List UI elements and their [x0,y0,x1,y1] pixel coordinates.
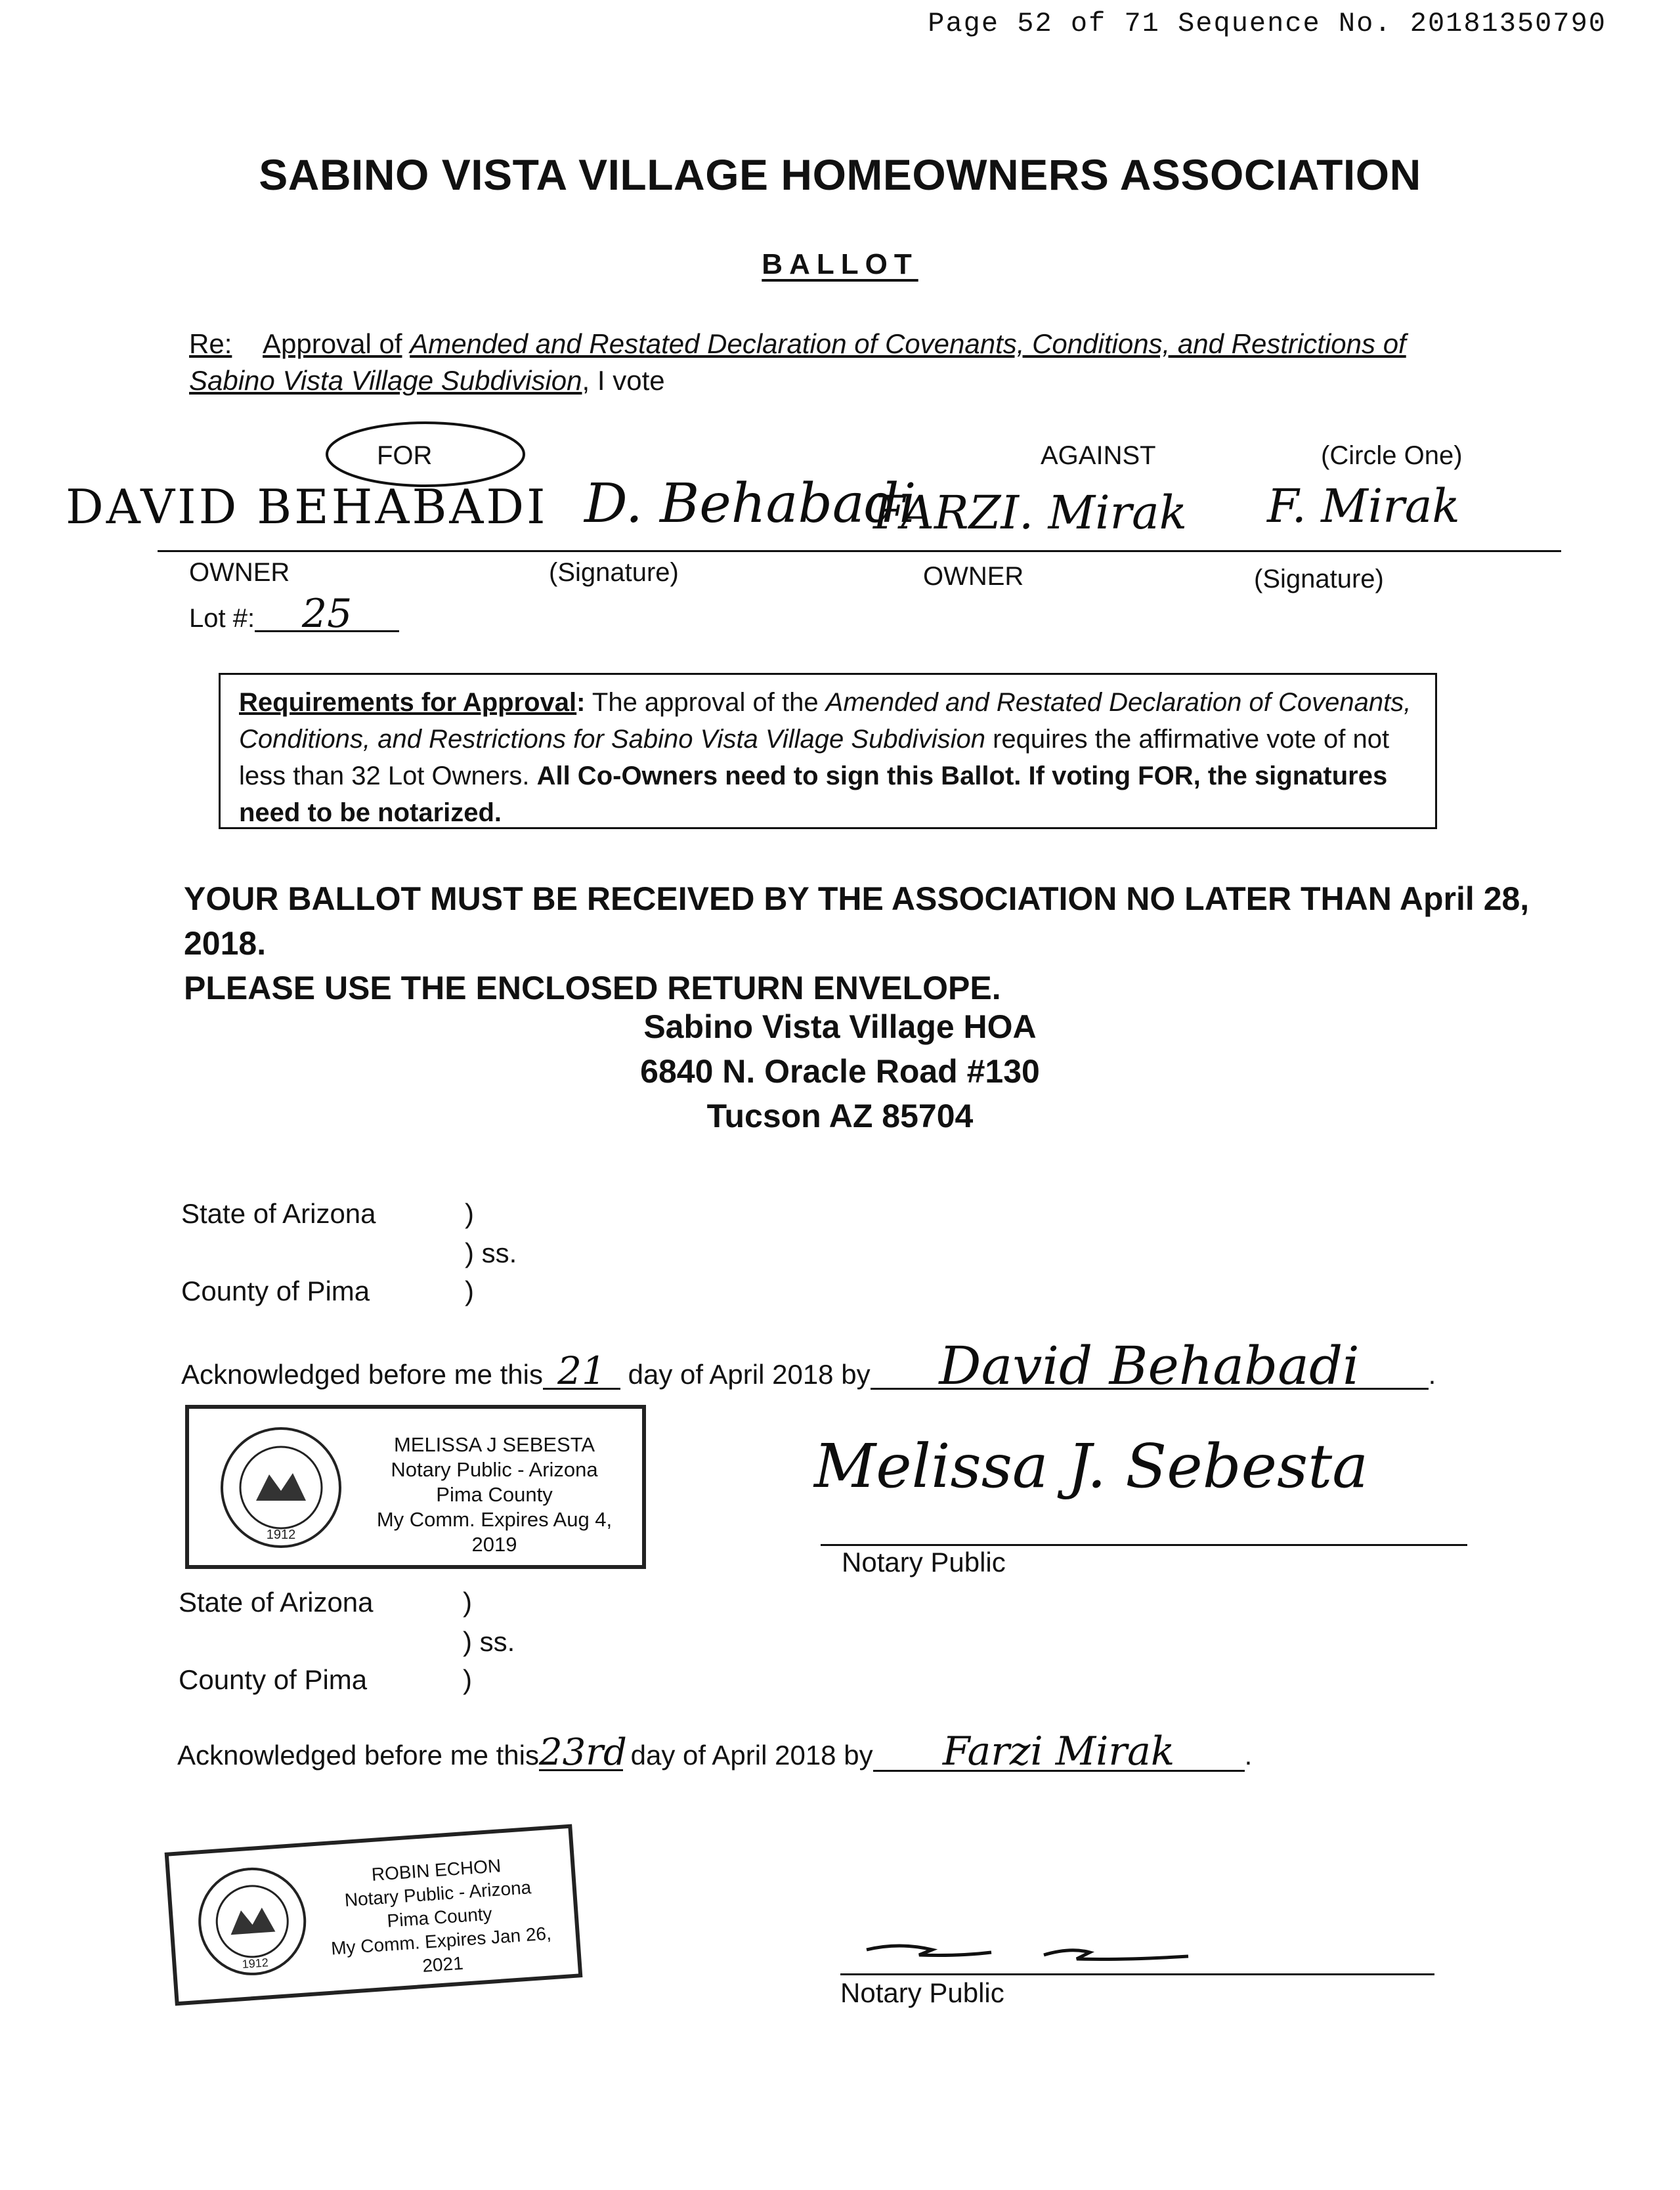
signature-line [158,550,1561,552]
notary1-stamp-expires: My Comm. Expires Aug 4, 2019 [376,1508,613,1556]
re-tail: , I vote [582,365,665,396]
requirements-text-2: requires the affirmative vote of not less than 32 Lot Owners. [239,725,1390,790]
deadline-line-2: PLEASE USE THE ENCLOSED RETURN ENVELOPE. [184,970,1001,1006]
notary2-ack-mid: day of April 2018 by [630,1740,873,1771]
document-title: SABINO VISTA VILLAGE HOMEOWNERS ASSOCIATION [259,150,1421,199]
notary1-stamp [185,1405,646,1569]
arizona-seal-icon [215,1422,347,1553]
deadline-line-1: YOUR BALLOT MUST BE RECEIVED BY THE ASSOCIATION NO LATER THAN April 28, 2018. [184,880,1530,962]
notary1-paren-2: ) [465,1276,474,1306]
notary2-county: County of Pima [179,1664,368,1695]
requirements-box [219,673,1437,829]
notary1-ack-mid: day of April 2018 by [628,1359,871,1390]
notary2-by-value[interactable]: Farzi Mirak [873,1733,1245,1772]
notary1-acknowledgment [181,1335,1436,1396]
notary1-label: Notary Public [842,1547,1006,1578]
ballot-heading: BALLOT [762,248,918,280]
notary1-ack-prefix: Acknowledged before me this [181,1359,543,1390]
requirements-bold-note: All Co-Owners need to sign this Ballot. If voting FOR, the signatures need to be notarized. [239,762,1388,827]
page-sequence-header: Page 52 of 71 Sequence No. 20181350790 [928,8,1606,39]
circle-one-instruction: (Circle One) [1321,441,1463,470]
notary2-stamp [165,1824,583,2006]
re-doc-name: Amended and Restated Declaration of Covenants, Conditions, and Restrictions of [410,328,1406,359]
notary1-stamp-text [353,1432,635,1557]
notary2-stamp-county: Pima County [386,1903,493,1931]
vote-against-option[interactable]: AGAINST [1041,441,1156,470]
notary1-stamp-name: MELISSA J SEBESTA [393,1433,595,1456]
notary1-signature-line [821,1544,1467,1546]
seal-year: 1912 [266,1528,296,1542]
address-city: Tucson AZ 85704 [706,1098,974,1134]
notary2-paren-2: ) [463,1664,472,1695]
owner1-printed-name: DAVID BEHABADI [66,479,548,534]
owner2-printed-name: FARZI. Mirak [873,486,1188,540]
notary2-label: Notary Public [840,1977,1004,2008]
owner1-label: OWNER [189,558,290,587]
requirements-text-1: The approval of the [585,688,826,717]
notary2-ss: ) ss. [463,1626,515,1657]
notary1-stamp-county: Pima County [436,1483,553,1506]
notary2-state: State of Arizona [179,1587,374,1618]
notary2-stamp-expires: My Comm. Expires Jan 26, 2021 [330,1923,552,1976]
lot-value[interactable]: 25 [255,597,399,632]
re-statement [189,326,1522,399]
notary2-day-value[interactable]: 23rd [538,1731,627,1774]
notary2-stamp-text [314,1850,565,1985]
requirements-colon: : [576,688,586,717]
owner1-signature-label: (Signature) [549,558,679,587]
vote-for-option[interactable]: FOR [377,441,433,470]
notary2-acknowledgment [177,1728,1253,1774]
requirements-doc: Amended and Restated Declaration of Covenants, Conditions, and Restrictions for Sabino Vista Village Subdivision [239,688,1411,754]
re-label: Re: [189,328,232,359]
notary1-by-value[interactable]: David Behabadi [871,1344,1429,1390]
address-name: Sabino Vista Village HOA [643,1008,1037,1045]
notary1-county: County of Pima [181,1276,370,1306]
lot-number-field [189,591,399,637]
notary1-stamp-title: Notary Public - Arizona [391,1458,598,1481]
return-address [0,1004,1680,1138]
notary1-signature: Melissa J. Sebesta [814,1431,1369,1501]
notary2-paren-1: ) [463,1587,472,1618]
re-subdivision: Sabino Vista Village Subdivision [189,365,582,396]
notary1-paren-1: ) [465,1198,474,1229]
notary1-period: . [1428,1359,1436,1390]
notary2-signature-line [840,1973,1434,1975]
owner1-signature: D. Behabadi [584,473,916,535]
arizona-seal-icon-2 [189,1858,315,1985]
requirements-heading: Requirements for Approval [239,688,577,717]
re-approval-of: Approval of [263,328,402,359]
notary2-stamp-name: ROBIN ECHON [370,1855,502,1885]
owner2-signature: F. Mirak [1267,479,1460,533]
address-street: 6840 N. Oracle Road #130 [640,1053,1040,1090]
lot-label: Lot #: [189,604,255,633]
notary2-period: . [1244,1740,1253,1771]
seal-year-2: 1912 [242,1956,269,1971]
deadline-notice [184,876,1615,1010]
owner2-label: OWNER [923,562,1024,591]
notary1-state: State of Arizona [181,1198,376,1229]
owner2-signature-label: (Signature) [1254,565,1384,593]
notary2-ack-prefix: Acknowledged before me this [177,1740,539,1771]
notary1-ss: ) ss. [465,1237,517,1268]
notary1-day-value[interactable]: 21 [543,1354,620,1390]
notary2-stamp-title: Notary Public - Arizona [343,1877,532,1910]
